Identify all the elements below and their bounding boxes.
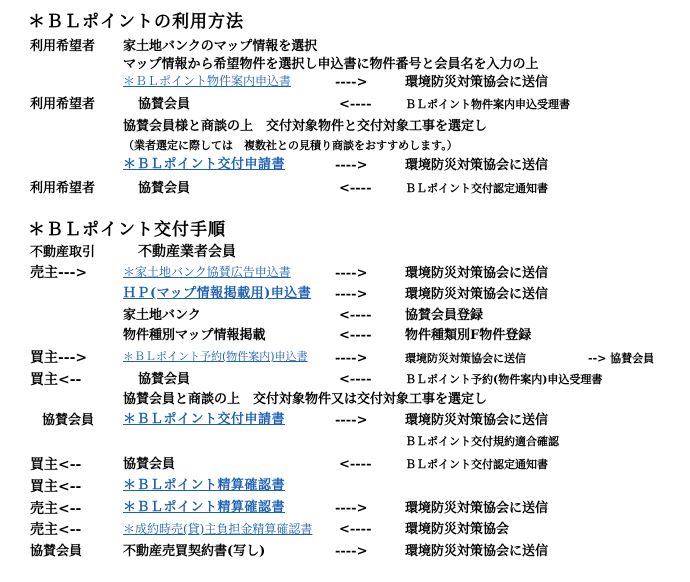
row-destination: ＢＬポイント交付規約適合確認 xyxy=(405,435,559,448)
row-left-label: 利用希望者 xyxy=(30,39,96,54)
arrow-right: ----> xyxy=(335,413,368,428)
row-left-label: 買主<-- xyxy=(30,479,82,495)
arrow-right: ----> xyxy=(335,287,368,302)
row-text: 協賛会員 xyxy=(138,97,191,112)
row-destination: 環境防災対策協会に送信 xyxy=(405,544,549,559)
row-text: 不動産業者会員 xyxy=(138,244,236,260)
row-left-label: 協賛会員 xyxy=(30,544,83,559)
row-left-label: 買主<-- xyxy=(30,457,82,473)
section1-title: ＊ＢＬポイントの利用方法 xyxy=(28,12,244,32)
row-destination: 環境防災対策協会に送信 xyxy=(405,158,549,173)
bl-point-grant-application-link[interactable]: ＊ＢＬポイント交付申請書 xyxy=(123,157,286,172)
row-destination: 環境防災対策協会に送信 xyxy=(405,413,549,428)
row-text: 協賛会員と商談の上 交付対象物件又は交付対象工事を選定し xyxy=(123,392,488,407)
row-text: 協賛会員様と商談の上 交付対象物件と交付対象工事を選定し xyxy=(123,119,488,134)
row-text: 物件種別マップ情報掲載 xyxy=(123,328,266,343)
row-text: 協賛会員 xyxy=(138,372,191,387)
arrow-left: <---- xyxy=(339,522,372,537)
arrow-left: <---- xyxy=(339,328,372,343)
arrow-right: ----> xyxy=(335,266,368,281)
row-destination: 環境防災対策協会 xyxy=(405,522,510,537)
row-text: 協賛会員 xyxy=(138,181,191,196)
row-destination: 環境防災対策協会に送信 xyxy=(405,287,549,302)
hp-map-application-link[interactable]: ＨＰ(マップ情報掲載用)申込書 xyxy=(123,286,312,301)
row-left-label: 売主---> xyxy=(30,265,88,281)
arrow-right: ----> xyxy=(335,75,368,90)
row-left-label: 買主<-- xyxy=(30,372,82,388)
row-destination: ＢＬポイント交付認定通知書 xyxy=(405,182,548,195)
row-left-label: 協賛会員 xyxy=(42,413,95,428)
row-note: （業者選定に際しては 複数社との見積り商談をおすすめします。） xyxy=(123,139,458,152)
row-destination: ＢＬポイント予約(物件案内)申込受理書 xyxy=(405,373,603,386)
row-text: 家土地バンクのマップ情報を選択 xyxy=(123,39,318,54)
arrow-right: ----> xyxy=(335,501,368,516)
row-destination: 環境防災対策協会に送信 xyxy=(405,352,526,365)
arrow-left: <---- xyxy=(339,457,372,472)
contract-settlement-link[interactable]: ＊成約時売(貸)主負担金精算確認書 xyxy=(123,522,313,536)
arrow-left: <---- xyxy=(339,181,372,196)
ad-application-link[interactable]: ＊家土地バンク協賛広告申込書 xyxy=(123,265,291,279)
row-left-label: 利用希望者 xyxy=(30,181,96,196)
row-left-label: 不動産取引 xyxy=(30,245,96,260)
row-extra: --> 協賛会員 xyxy=(588,352,655,365)
bl-point-reservation-application-link[interactable]: ＊ＢＬポイント予約(物件案内)申込書 xyxy=(123,350,308,363)
bl-point-settlement-link[interactable]: ＊ＢＬポイント精算確認書 xyxy=(123,500,286,515)
arrow-left: <---- xyxy=(339,308,372,323)
row-destination: 物件種類別F物件登録 xyxy=(405,328,532,343)
row-destination: 環境防災対策協会に送信 xyxy=(405,501,549,516)
row-text: 家土地バンク xyxy=(123,308,201,323)
bl-point-settlement-link[interactable]: ＊ＢＬポイント精算確認書 xyxy=(123,478,286,493)
row-destination: 環境防災対策協会に送信 xyxy=(405,266,549,281)
arrow-right: ----> xyxy=(335,544,368,559)
arrow-right: ----> xyxy=(335,351,368,366)
row-left-label: 利用希望者 xyxy=(30,97,96,112)
bl-point-grant-application-link[interactable]: ＊ＢＬポイント交付申請書 xyxy=(123,412,286,427)
arrow-left: <---- xyxy=(339,372,372,387)
row-left-label: 売主<-- xyxy=(30,501,82,517)
bl-property-guide-application-link[interactable]: ＊ＢＬポイント物件案内申込書 xyxy=(123,74,292,88)
row-destination: ＢＬポイント交付認定通知書 xyxy=(405,458,548,471)
row-left-label: 売主<-- xyxy=(30,522,82,538)
arrow-left: <---- xyxy=(339,97,372,112)
row-text: 協賛会員 xyxy=(123,457,176,472)
arrow-right: ----> xyxy=(335,158,368,173)
row-left-label: 買主---> xyxy=(30,350,88,366)
row-destination: 環境防災対策協会に送信 xyxy=(405,75,549,90)
row-text: マップ情報から希望物件を選択し申込書に物件番号と会員名を入力の上 xyxy=(123,57,539,72)
section2-title: ＊ＢＬポイント交付手順 xyxy=(28,220,226,240)
row-text: 不動産売買契約書(写し) xyxy=(123,544,266,559)
row-destination: ＢＬポイント物件案内申込受理書 xyxy=(405,98,570,111)
row-destination: 協賛会員登録 xyxy=(405,308,484,323)
